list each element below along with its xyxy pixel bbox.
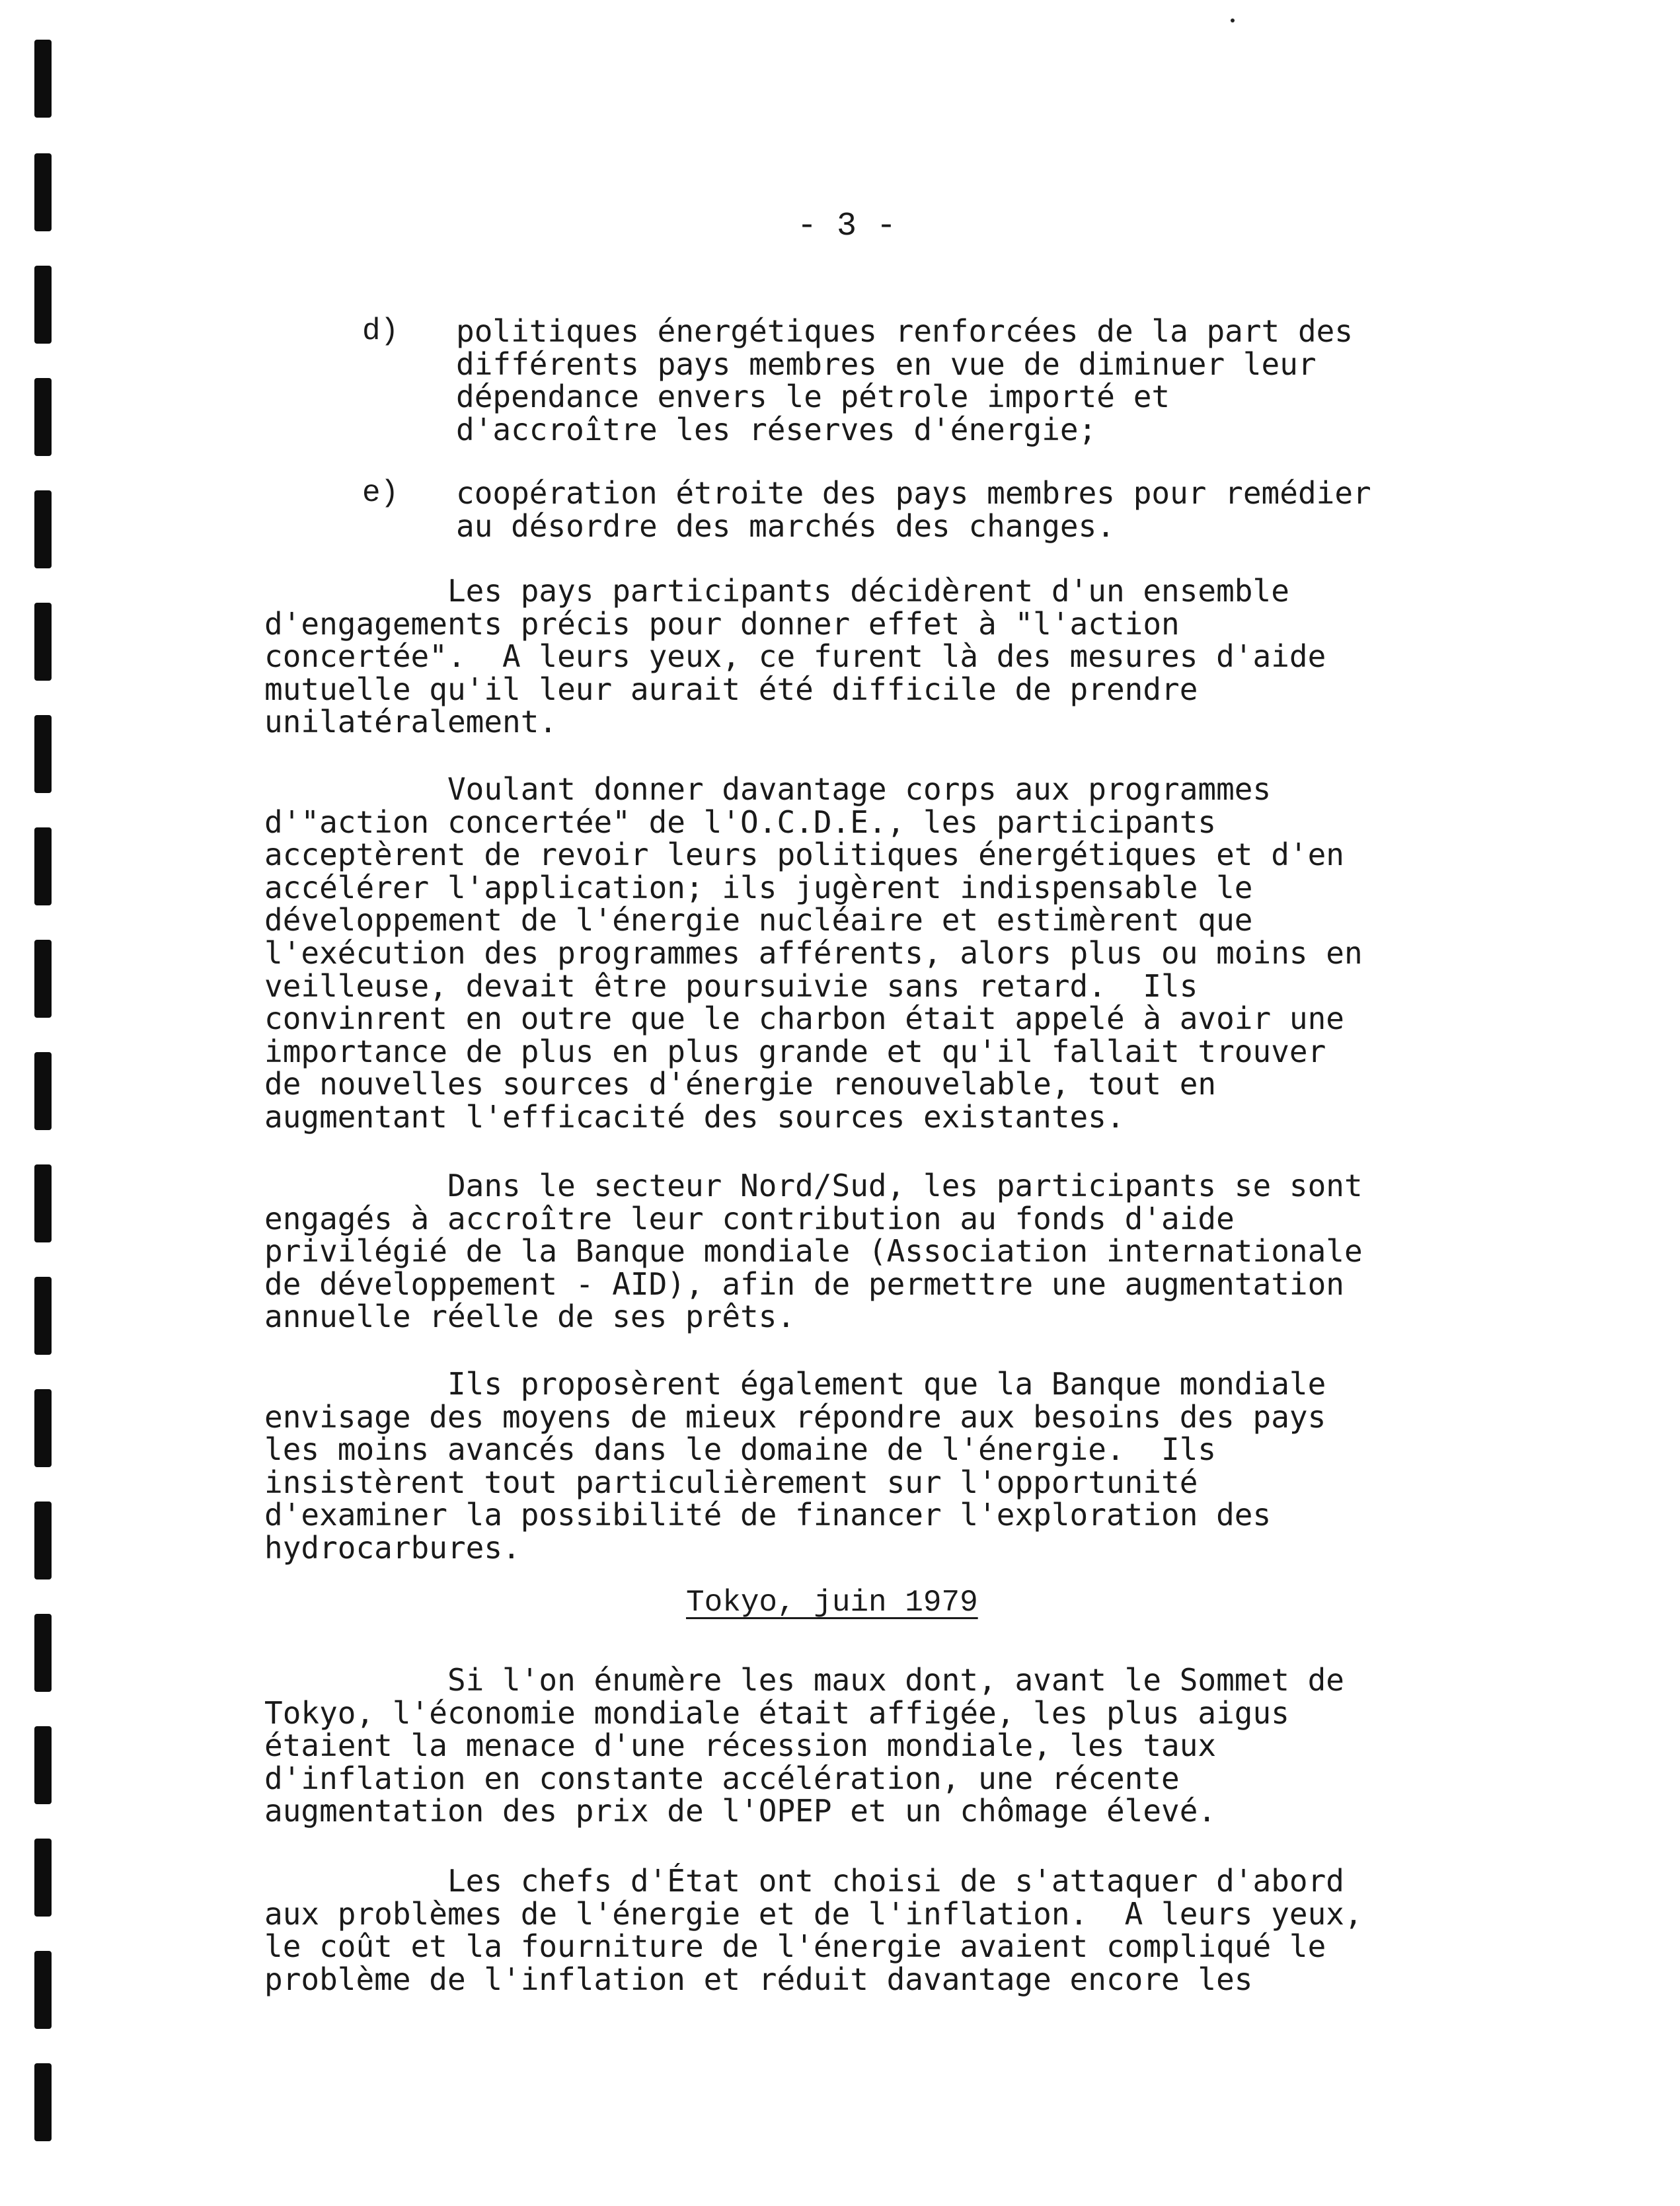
list-item-label: e): [362, 476, 399, 510]
paragraph: Les chefs d'État ont choisi de s'attaquer d'abord aux problèmes de l'énergie et de l'inflation. A leurs yeux, le coût et la fourniture de l'énergie avaient compliqué le problème de l'inflation et réduit davantage encore les: [264, 1863, 1363, 1997]
binding-mark: [34, 1164, 52, 1242]
binding-mark: [34, 378, 52, 456]
paragraph: Ils proposèrent également que la Banque mondiale envisage des moyens de mieux répondre aux besoins des pays les moins avancés dans le domaine de l'énergie. Ils insistèrent tout particulièrement sur l'opportunité d'examiner la possibilité de financer l'exploration des hydrocarbures.: [264, 1366, 1326, 1566]
binding-mark: [34, 1502, 52, 1579]
binding-mark: [34, 153, 52, 231]
binding-mark: [34, 1614, 52, 1692]
list-item-text: politiques énergétiques renforcées de la part des différents pays membres en vue de diminuer leur dépendance envers le pétrole importé et d'accroître les réserves d'énergie;: [456, 313, 1354, 447]
binding-mark: [34, 1052, 52, 1130]
binding-mark: [34, 1389, 52, 1467]
binding-mark: [34, 2063, 52, 2141]
paragraph: Si l'on énumère les maux dont, avant le Sommet de Tokyo, l'économie mondiale était affigée, les plus aigus étaient la menace d'une récession mondiale, les taux d'inflation en constante accélération, une récente augmentation des prix de l'OPEP et un chômage élevé.: [264, 1662, 1344, 1829]
binding-mark: [34, 1839, 52, 1917]
binding-mark: [34, 1726, 52, 1804]
paragraph: Dans le secteur Nord/Sud, les participants se sont engagés à accroître leur contribution au fonds d'aide privilégié de la Banque mondiale (Association internationale de développement - AID), afin de permettre une augmentation annuelle réelle de ses prêts.: [264, 1168, 1363, 1335]
binding-mark: [34, 715, 52, 793]
binding-mark: [34, 1951, 52, 2029]
scan-speck: [1231, 19, 1235, 22]
binding-mark: [34, 490, 52, 568]
binding-mark: [34, 827, 52, 905]
section-heading: Tokyo, juin 1979: [686, 1585, 978, 1620]
binding-mark: [34, 40, 52, 118]
paragraph: Voulant donner davantage corps aux programmes d'"action concertée" de l'O.C.D.E., les participants acceptèrent de revoir leurs politiques énergétiques et d'en accélérer l'application; ils jugèrent indispensable le développement de l'énergie nucléaire et estimèrent que l'exécution des programmes afférents, alors plus ou moins en veilleuse, devait être poursuivie sans retard. Ils convinrent en outre que le charbon était appelé à avoir une importance de plus en plus grande et qu'il fallait trouver de nouvelles sources d'énergie renouvelable, tout en augmentant l'efficacité des sources existantes.: [264, 771, 1363, 1135]
binding-mark: [34, 266, 52, 344]
paragraph: Les pays participants décidèrent d'un ensemble d'engagements précis pour donner effet à "l'action concertée". A leurs yeux, ce furent là des mesures d'aide mutuelle qu'il leur aurait été difficile de prendre unilatéralement.: [264, 573, 1326, 740]
list-item-label: d): [362, 314, 399, 348]
page-number: - 3 -: [797, 208, 897, 245]
binding-mark: [34, 940, 52, 1018]
list-item-text: coopération étroite des pays membres pour remédier au désordre des marchés des changes.: [456, 475, 1371, 544]
binding-mark: [34, 603, 52, 681]
binding-mark: [34, 1277, 52, 1355]
